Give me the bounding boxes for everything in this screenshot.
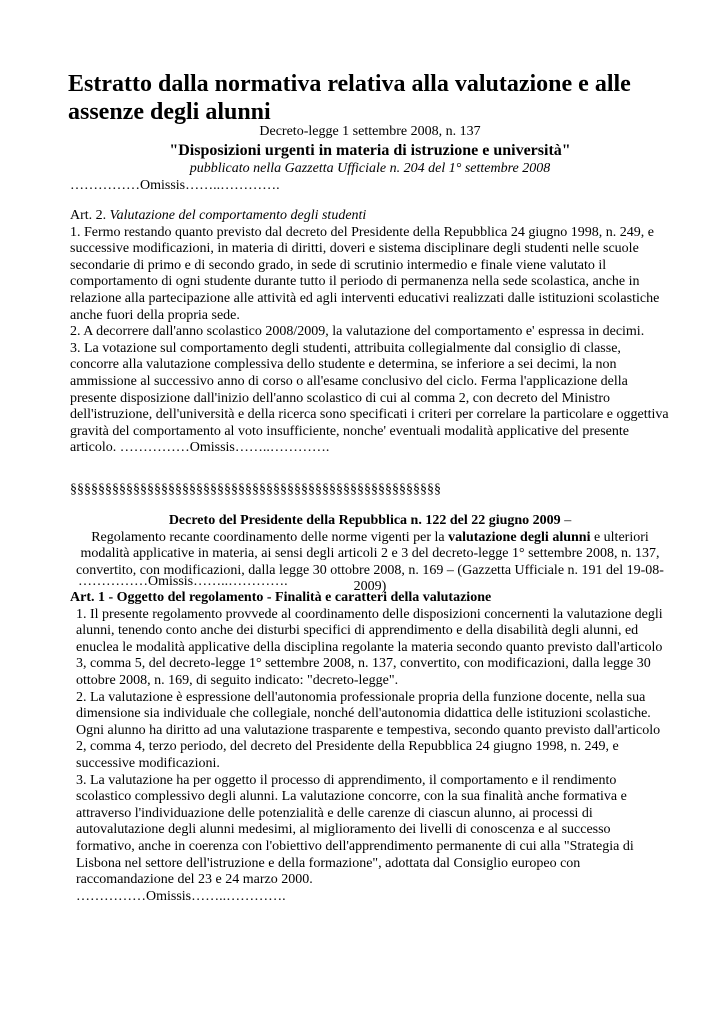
- document-title: Estratto dalla normativa relativa alla valutazione e alle assenze degli alunni: [68, 71, 631, 125]
- article-1-heading: Art. 1 - Oggetto del regolamento - Finalità e caratteri della valutazione: [70, 590, 492, 605]
- article-2-heading: [70, 208, 670, 225]
- article-2-paragraph-2: 2. A decorrere dall'anno scolastico 2008/2009, la valutazione del comportamento e' espressa in decimi.: [70, 324, 645, 340]
- article-2-label: Art. 2.: [70, 208, 110, 223]
- omissis-marker: ……………Omissis……..………….: [78, 574, 288, 589]
- article-1: [70, 590, 670, 905]
- article-2-title: Valutazione del comportamento degli studenti: [109, 208, 367, 223]
- dpr-title-dash: –: [560, 513, 572, 528]
- article-2-paragraph-3: 3. La votazione sul comportamento degli studenti, attribuita collegialmente dal consiglio di classe, concorre alla valutazione complessiva dello studente e determina, se inferiore a sei decimi, la non ammissione al successivo anno di corso o all'esame conclusivo del ciclo. Ferma l'applicazione della presente disposizione dall'inizio dell'anno scolastico di cui al comma 2, con decreto del Ministro dell'istruzione, dell'università e della ricerca sono specificati i criteri per correlare la particolare e oggettiva gravità del comportamento al voto insufficiente, nonche' eventuali modalità applicative del presente articolo. ……………Omissis……..………….: [70, 340, 669, 456]
- article-2: [70, 208, 670, 457]
- dpr-description-highlight: valutazione degli alunni: [448, 529, 591, 545]
- dpr-title: Decreto del Presidente della Repubblica n. 122 del 22 giugno 2009: [168, 513, 561, 528]
- decree-name: "Disposizioni urgenti in materia di istruzione e università": [169, 142, 571, 159]
- dpr-description-start: Regolamento recante coordinamento delle norme vigenti per la: [91, 529, 449, 545]
- article-2-paragraph-1: 1. Fermo restando quanto previsto dal decreto del Presidente della Repubblica 24 giugno 1998, n. 249, e successive modificazioni, in materia di diritti, doveri e sistema disciplinare degli studenti nelle scuole secondarie di primo e di secondo grado, in sede di scrutinio intermedio e finale viene valutato il comportamento di ogni studente durante tutto il periodo di permanenza nella sede scolastica, anche in relazione alla partecipazione alle attività ed agli interventi educativi realizzati dalle istituzioni scolastiche anche fuori della propria sede.: [70, 224, 660, 323]
- decree-reference: Decreto-legge 1 settembre 2008, n. 137: [259, 124, 481, 139]
- article-1-paragraph-1: 1. Il presente regolamento provvede al coordinamento delle disposizioni concernenti la valutazione degli alunni, tenendo conto anche dei disturbi specifici di apprendimento e della disabilità degli alunni, ed enuclea le modalità applicative della disciplina regolante la materia secondo quanto previsto dall'articolo 3, comma 5, del decreto-legge 1° settembre 2008, n. 137, convertito, con modificazioni, dalla legge 30 ottobre 2008, n. 169, di seguito indicato: "decreto-legge".: [76, 606, 663, 688]
- dpr-description-end: e ulteriori modalità applicative in materia, ai sensi degli articoli 2 e 3 del decreto-legge 1° settembre 2008, n. 137, convertito, con modificazioni, dalla legge 30 ottobre 2008, n. 169 – (Gazzetta Ufficiale n. 191 del 19-08-2009): [76, 529, 664, 595]
- omissis-marker: ……………Omissis……..………….: [70, 178, 280, 193]
- article-1-paragraph-2: 2. La valutazione è espressione dell'autonomia professionale propria della funzione docente, nella sua dimensione sia individuale che collegiale, nonché dell'autonomia didattica delle istituzioni scolastiche. Ogni alunno ha diritto ad una valutazione trasparente e tempestiva, secondo quanto previsto dall'articolo 2, comma 4, terzo periodo, del decreto del Presidente della Repubblica 24 giugno 1998, n. 249, e successive modificazioni.: [76, 689, 661, 771]
- omissis-marker: ……………Omissis……..………….: [76, 888, 286, 904]
- section-separator: §§§§§§§§§§§§§§§§§§§§§§§§§§§§§§§§§§§§§§§§§§§§§§§§§§§§§: [70, 482, 441, 497]
- article-1-paragraph-3: 3. La valutazione ha per oggetto il processo di apprendimento, il comportamento e il rendimento scolastico complessivo degli alunni. La valutazione concorre, con la sua finalità anche formativa e attraverso l'individuazione delle potenzialità e delle carenze di ciascun alunno, ai processi di autovalutazione degli alunni medesimi, al miglioramento dei livelli di conoscenza e al successo formativo, anche in coerenza con l'obiettivo dell'apprendimento permanente di cui alla "Strategia di Lisbona nel settore dell'istruzione e della formazione", adottata dal Consiglio europeo con raccomandazione del 23 e 24 marzo 2000.: [76, 772, 634, 888]
- decree-publication: pubblicato nella Gazzetta Ufficiale n. 204 del 1° settembre 2008: [189, 161, 551, 176]
